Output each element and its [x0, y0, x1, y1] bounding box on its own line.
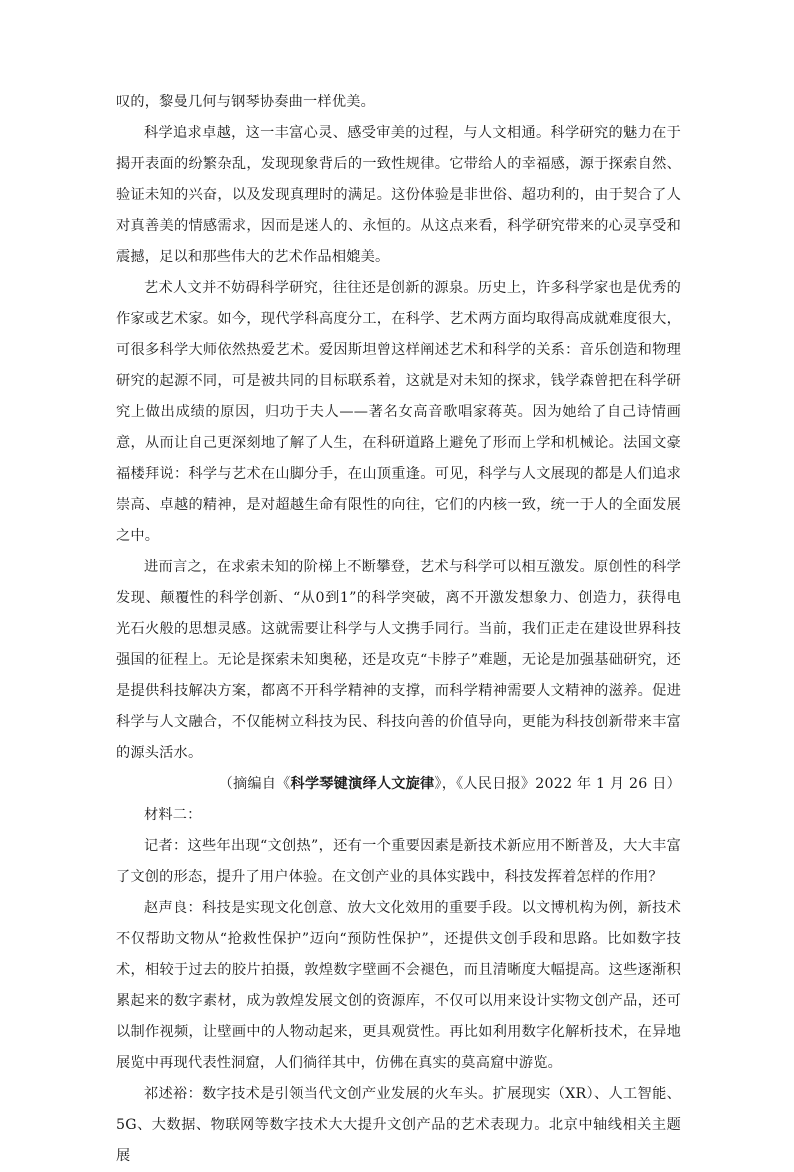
- paragraph-continuation: 叹的，黎曼几何与钢琴协奏曲一样优美。: [116, 94, 375, 110]
- reporter-question: 记者：这些年出现“文创热”，还有一个重要因素是新技术新应用不断普及，大大丰富了文创的形态，提升了用户体验。在文创产业的具体实践中，科技发挥着怎样的作用？: [116, 838, 681, 885]
- paragraph-science-excellence: 科学追求卓越，这一丰富心灵、感受审美的过程，与人文相通。科学研究的魅力在于揭开表面的纷繁杂乱，发现现象背后的一致性规律。它带给人的幸福感，源于探索自然、验证未知的兴奋，以及发现真理时的满足。这份体验是非世俗、超功利的，由于契合了人对真善美的情感需求，因而是迷人的、永恒的。从这点来看，科学研究带来的心灵享受和震撼，足以和那些伟大的艺术作品相媲美。: [116, 125, 681, 265]
- material-two-label: 材料二：: [144, 807, 202, 823]
- source-title: 科学琴键演绎人文旋律: [290, 776, 435, 792]
- source-prefix: （摘编自《: [218, 776, 291, 792]
- answer-qi: 祁述裕：数字技术是引领当代文创产业发展的火车头。扩展现实（XR）、人工智能、5G、大数据、物联网等数字技术大大提升文创产品的艺术表现力。北京中轴线相关主题展: [116, 1086, 681, 1164]
- answer-zhao: 赵声良：科技是实现文化创意、放大文化效用的重要手段。以文博机构为例，新技术不仅帮助文物从“抢救性保护”迈向“预防性保护”，还提供文创手段和思路。比如数字技术，相较于过去的胶片拍摄，敦煌数字壁画不会褪色，而且清晰度大幅提高。这些逐渐积累起来的数字素材，成为敦煌发展文创的资源库，不仅可以用来设计实物文创产品，还可以制作视频，让壁画中的人物动起来，更具观赏性。再比如利用数字化解析技术，在异地展览中再现代表性洞窟，人们徜徉其中，仿佛在真实的莫高窟中游览。: [116, 900, 681, 1071]
- paragraph-mutual-inspiration: 进而言之，在求索未知的阶梯上不断攀登，艺术与科学可以相互激发。原创性的科学发现、颠覆性的科学创新、“从0到1”的科学突破，离不开激发想象力、创造力，获得电光石火般的思想灵感。这就需要让科学与人文携手同行。当前，我们正走在建设世界科技强国的征程上。无论是探索未知奥秘，还是攻克“卡脖子”难题，无论是加强基础研究，还是提供科技解决方案，都离不开科学精神的支撑，而科学精神需要人文精神的滋养。促进科学与人文融合，不仅能树立科技为民、科技向善的价值导向，更能为科技创新带来丰富的源头活水。: [116, 559, 681, 761]
- paragraph-art-humanities: 艺术人文并不妨碍科学研究，往往还是创新的源泉。历史上，许多科学家也是优秀的作家或艺术家。如今，现代学科高度分工，在科学、艺术两方面均取得高成就难度很大，可很多科学大师依然热爱艺术。爱因斯坦曾这样阐述艺术和科学的关系：音乐创造和物理研究的起源不同，可是被共同的目标联系着，这就是对未知的探求，钱学森曾把在科学研究上做出成绩的原因，归功于夫人——著名女高音歌唱家蒋英。因为她给了自己诗情画意，从而让自己更深刻地了解了人生，在科研道路上避免了形而上学和机械论。法国文豪福楼拜说：科学与艺术在山脚分手，在山顶重逢。可见，科学与人文展现的都是人们追求崇高、卓越的精神，是对超越生命有限性的向往，它们的内核一致，统一于人的全面发展之中。: [116, 280, 681, 544]
- source-suffix: 》，《人民日报》2022 年 1 月 26 日）: [434, 776, 681, 792]
- source-citation: [116, 769, 681, 800]
- document-page: [116, 87, 681, 1172]
